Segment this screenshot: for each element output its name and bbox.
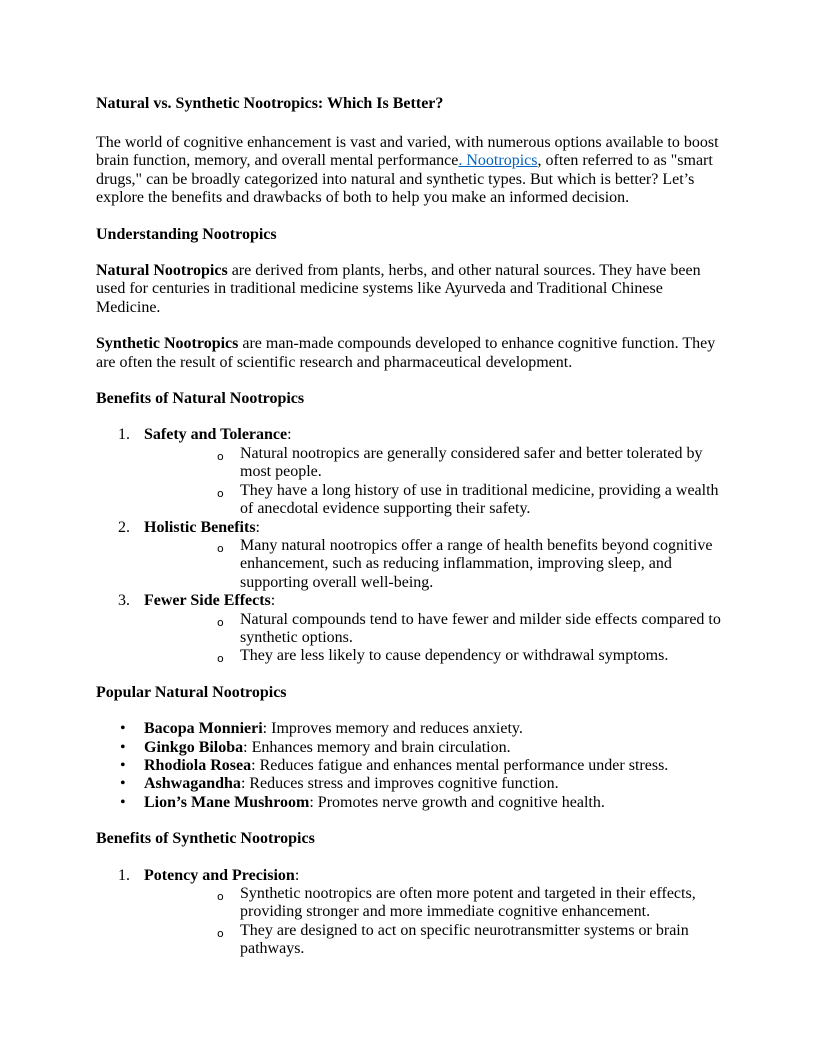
benefit-title: Holistic Benefits	[144, 518, 256, 536]
sub-item-text: Natural nootropics are generally considered safer and better tolerated by most people.	[240, 444, 703, 481]
nootropic-desc: : Reduces fatigue and enhances mental performance under stress.	[251, 756, 669, 774]
benefit-suffix: :	[255, 518, 260, 536]
natural-benefits-heading: Benefits of Natural Nootropics	[96, 390, 305, 408]
synthetic-definition	[96, 335, 722, 372]
list-number: 1.	[118, 866, 130, 884]
list-item	[96, 739, 722, 757]
benefit-title: Safety and Tolerance	[144, 426, 288, 444]
nootropic-desc: : Improves memory and reduces anxiety.	[262, 720, 523, 738]
list-number: 2.	[118, 518, 130, 536]
bullet-icon: •	[120, 793, 126, 811]
sub-list-item	[144, 647, 722, 665]
bullet-icon: •	[120, 738, 126, 756]
bullet-icon: •	[120, 756, 126, 774]
sub-item-text: Synthetic nootropics are often more potent and targeted in their effects, providing stronger and more immediate cognitive enhancement.	[240, 885, 696, 921]
sub-list-item	[144, 445, 722, 482]
intro-text-after: , often referred to as "smart drugs," can be broadly categorized into natural and synthetic types. But which is better? Let’s explore the benefits and drawbacks of both to help you make an informed decision.	[96, 152, 713, 207]
sub-list-item	[144, 922, 722, 959]
document-title: Natural vs. Synthetic Nootropics: Which Is Better?	[96, 95, 444, 112]
sub-list-item	[144, 537, 722, 592]
nootropic-name: Lion’s Mane Mushroom	[144, 793, 310, 811]
list-item	[96, 519, 722, 593]
list-number: 3.	[118, 592, 130, 610]
circle-bullet-icon: o	[217, 449, 224, 463]
natural-definition-text: are derived from plants, herbs, and other natural sources. They have been used for centuries in traditional medicine systems like Ayurveda and Traditional Chinese Medicine.	[96, 262, 701, 316]
sub-item-text: They are less likely to cause dependency or withdrawal symptoms.	[240, 647, 669, 665]
nootropic-desc: : Reduces stress and improves cognitive function.	[240, 775, 559, 793]
synthetic-benefits-list	[96, 867, 722, 959]
benefit-suffix: :	[294, 866, 300, 884]
circle-bullet-icon: o	[217, 486, 224, 500]
circle-bullet-icon: o	[217, 652, 224, 666]
understanding-heading: Understanding Nootropics	[96, 225, 277, 243]
sub-list-item	[144, 885, 722, 922]
list-item	[96, 720, 722, 738]
bullet-icon: •	[120, 720, 126, 738]
benefit-title: Fewer Side Effects	[144, 592, 271, 610]
circle-bullet-icon: o	[217, 541, 224, 555]
intro-paragraph	[96, 134, 722, 208]
synthetic-benefits-heading: Benefits of Synthetic Nootropics	[96, 830, 315, 848]
sub-item-text: They have a long history of use in traditional medicine, providing a wealth of anecdotal evidence supporting their safety.	[240, 481, 719, 518]
synthetic-definition-text: are man-made compounds developed to enhance cognitive function. They are often the result of scientific research and pharmaceutical development.	[96, 335, 716, 371]
sub-item-text: Natural compounds tend to have fewer and milder side effects compared to synthetic options.	[240, 610, 721, 646]
list-number: 1.	[118, 426, 130, 444]
sub-list	[144, 537, 722, 592]
nootropic-name: Ginkgo Biloba	[144, 738, 244, 756]
popular-natural-list	[96, 720, 722, 812]
list-item	[96, 592, 722, 666]
circle-bullet-icon: o	[217, 926, 224, 940]
nootropic-name: Ashwagandha	[144, 775, 241, 793]
nootropic-name: Bacopa Monnieri	[144, 720, 263, 738]
sub-list-item	[144, 611, 722, 648]
list-item	[96, 426, 722, 518]
sub-item-text: Many natural nootropics offer a range of health benefits beyond cognitive enhancement, such as reducing inflammation, improving sleep, and supporting overall well-being.	[240, 536, 713, 591]
sub-list-item	[144, 482, 722, 519]
list-item	[96, 775, 722, 793]
synthetic-term: Synthetic Nootropics	[96, 335, 239, 353]
nootropic-desc: : Enhances memory and brain circulation.	[243, 738, 511, 756]
list-item	[96, 794, 722, 812]
sub-list	[144, 885, 722, 959]
bullet-icon: •	[120, 775, 126, 793]
sub-item-text: They are designed to act on specific neurotransmitter systems or brain pathways.	[240, 921, 689, 958]
natural-benefits-list	[96, 426, 722, 665]
sub-list	[144, 611, 722, 666]
list-item	[96, 757, 722, 775]
benefit-title: Potency and Precision	[144, 866, 295, 884]
document-page	[96, 93, 722, 977]
nootropic-desc: : Promotes nerve growth and cognitive health.	[309, 793, 605, 811]
natural-term: Natural Nootropics	[96, 262, 228, 280]
nootropics-link[interactable]: . Nootropics	[458, 152, 538, 170]
circle-bullet-icon: o	[217, 890, 224, 903]
sub-list	[144, 445, 722, 519]
benefit-suffix: :	[287, 426, 292, 444]
intro-text-before: The world of cognitive enhancement is vast and varied, with numerous options available to boost brain function, memory, and overall mental performance	[96, 134, 719, 170]
benefit-suffix: :	[270, 592, 276, 610]
nootropic-name: Rhodiola Rosea	[144, 756, 252, 774]
list-item	[96, 867, 722, 959]
natural-definition	[96, 262, 722, 317]
popular-natural-heading: Popular Natural Nootropics	[96, 683, 287, 701]
circle-bullet-icon: o	[217, 615, 224, 629]
